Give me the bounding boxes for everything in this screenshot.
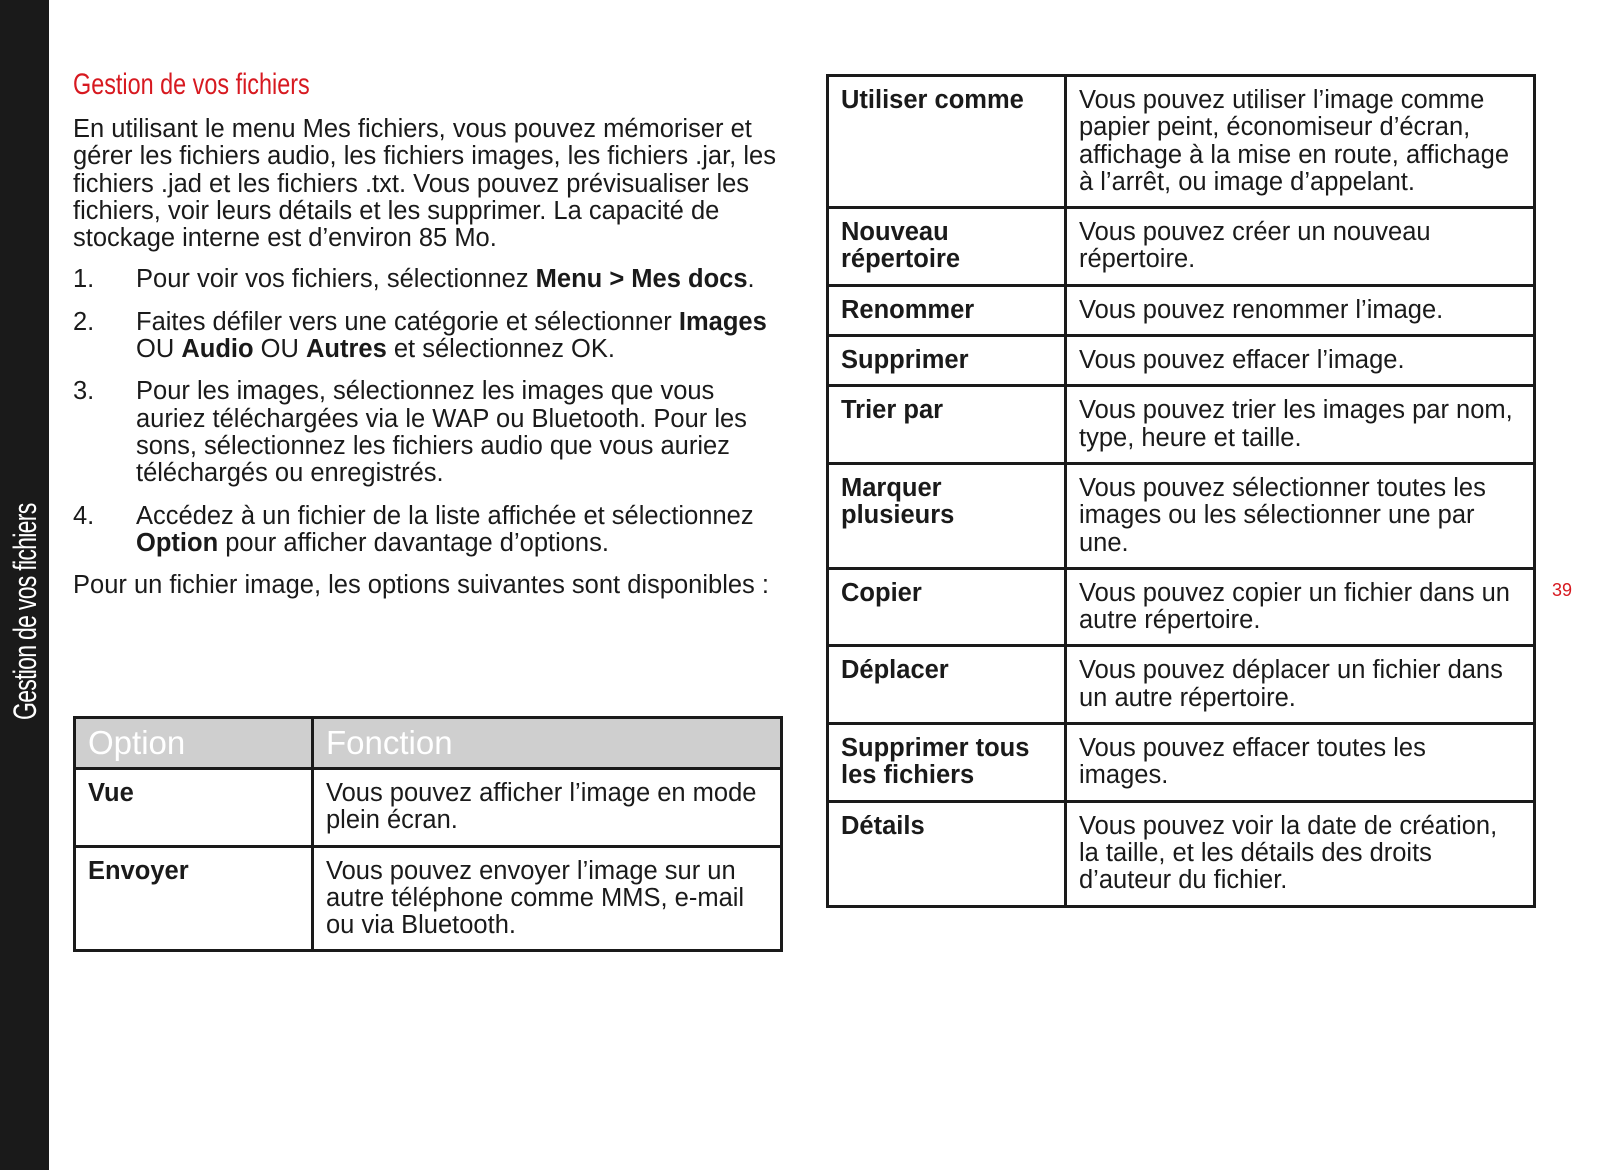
outro-paragraph: Pour un fichier image, les options suivantes sont disponibles : (73, 571, 769, 600)
step-text: Pour voir vos fichiers, sélectionnez (136, 265, 536, 294)
step-text: . (747, 265, 755, 294)
table-row (828, 336, 1535, 386)
table-row (828, 386, 1535, 464)
step-bold-text: Images (678, 307, 767, 336)
step-text: Pour les images, sélectionnez les images que vous auriez téléchargées via le WAP ou Bluetooth. Pour les sons, sélectionnez les fichiers audio que vous auriez téléchargés ou enregistrés. (136, 377, 747, 488)
option-cell: Détails (828, 801, 1066, 906)
option-cell: Vue (75, 769, 313, 847)
description-cell: Vous pouvez envoyer l’image sur un autre téléphone comme MMS, e-mail ou via Bluetooth. (313, 846, 782, 951)
header-fonction: Fonction (313, 718, 782, 769)
table-row (828, 801, 1535, 906)
step-text: Faites défiler vers une catégorie et sélectionner (136, 307, 679, 336)
table-row (828, 285, 1535, 335)
description-cell: Vous pouvez trier les images par nom, type, heure et taille. (1066, 386, 1535, 464)
description-cell: Vous pouvez voir la date de création, la taille, et les détails des droits d’auteur du fichier. (1066, 801, 1535, 906)
table-row (75, 846, 782, 951)
table-row (75, 769, 782, 847)
option-cell: Marquer plusieurs (828, 463, 1066, 568)
step-text: et sélectionnez OK. (386, 335, 615, 364)
step-bold-text: Autres (306, 335, 387, 364)
header-option: Option (75, 718, 313, 769)
side-tab (0, 0, 49, 1170)
step-bold-text: Menu > Mes docs (535, 265, 748, 294)
step-number: 4. (73, 501, 95, 530)
option-cell: Supprimer (828, 336, 1066, 386)
options-table-left (73, 716, 783, 952)
step-bold-text: Audio (181, 335, 254, 364)
option-cell: Envoyer (75, 846, 313, 951)
step-item (73, 309, 783, 364)
intro-paragraph: En utilisant le menu Mes fichiers, vous pouvez mémoriser et gérer les fichiers audio, les fichiers images, les fichiers .jar, les fichiers .jad et les fichiers .txt. Vous pouvez prévisualiser les fichiers, voir leurs détails et les supprimer. La capacité de stockage interne est d’environ 85 Mo. (73, 115, 776, 253)
step-item (73, 266, 783, 293)
option-cell: Trier par (828, 386, 1066, 464)
step-text: OU (253, 335, 306, 364)
step-text: Accédez à un fichier de la liste affichée et sélectionnez (136, 501, 754, 530)
description-cell: Vous pouvez afficher l’image en mode plein écran. (313, 769, 782, 847)
description-cell: Vous pouvez utiliser l’image comme papier peint, économiseur d’écran, affichage à la mise en route, affichage à l’arrêt, ou image d’appelant. (1066, 76, 1535, 208)
side-tab-title: Gestion de vos fichiers (7, 503, 43, 720)
step-number: 3. (73, 377, 95, 406)
table-row (828, 724, 1535, 802)
table-row (828, 463, 1535, 568)
step-item (73, 378, 783, 487)
step-text: OU (136, 335, 182, 364)
steps-list (73, 266, 783, 557)
option-cell: Utiliser comme (828, 76, 1066, 208)
description-cell: Vous pouvez créer un nouveau répertoire. (1066, 208, 1535, 286)
page-number: 39 (1552, 580, 1573, 600)
table-row (828, 568, 1535, 646)
option-cell: Renommer (828, 285, 1066, 335)
table-header-row (75, 718, 782, 769)
option-cell: Déplacer (828, 646, 1066, 724)
step-bold-text: Option (136, 528, 219, 557)
option-cell: Copier (828, 568, 1066, 646)
option-cell: Nouveau répertoire (828, 208, 1066, 286)
description-cell: Vous pouvez déplacer un fichier dans un autre répertoire. (1066, 646, 1535, 724)
left-column (73, 68, 783, 613)
step-item (73, 503, 783, 558)
step-text: pour afficher davantage d’options. (218, 528, 609, 557)
table-row (828, 76, 1535, 208)
description-cell: Vous pouvez effacer toutes les images. (1066, 724, 1535, 802)
description-cell: Vous pouvez copier un fichier dans un autre répertoire. (1066, 568, 1535, 646)
table-row (828, 208, 1535, 286)
description-cell: Vous pouvez renommer l’image. (1066, 285, 1535, 335)
table-row (828, 646, 1535, 724)
step-number: 1. (73, 265, 95, 294)
options-table-right (826, 74, 1536, 908)
description-cell: Vous pouvez effacer l’image. (1066, 336, 1535, 386)
step-number: 2. (73, 307, 95, 336)
option-cell: Supprimer tous les fichiers (828, 724, 1066, 802)
section-title: Gestion de vos fichiers (73, 68, 310, 101)
description-cell: Vous pouvez sélectionner toutes les images ou les sélectionner une par une. (1066, 463, 1535, 568)
